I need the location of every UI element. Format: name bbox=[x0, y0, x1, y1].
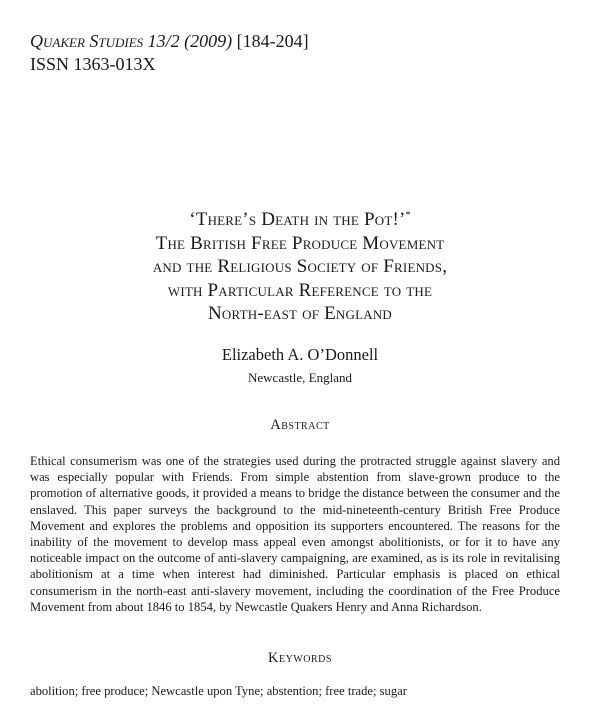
title-line-4: with Particular Reference to the bbox=[167, 279, 433, 301]
title-line-1: ‘There’s Death in the Pot!’* bbox=[189, 209, 411, 230]
journal-volume: 13/2 (2009) bbox=[147, 31, 233, 51]
journal-pages: [184-204] bbox=[236, 31, 309, 51]
title-line-5: North-east of England bbox=[208, 303, 392, 324]
keywords-text: abolition; free produce; Newcastle upon Tyne; abstention; free trade; sugar bbox=[30, 684, 407, 698]
abstract-text: Ethical consumerism was one of the strategies used during the protracted struggle against slavery and was especially popular with Friends. From simple abstention from slave-grown produce to the promotion of alternative goods, it provided a means to bridge the distance between the consumer and the enslaved. This paper surveys the background to the mid-nineteenth-century British Free Produce Movement and explores the problems and opposition its supporters encountered. The reasons for the inability of the movement to develop mass appeal even amongst abolitionists, or for it to have any noticeable impact on the outcome of anti-slavery campaigning, are examined, as is its role in revitalising abolitionism at a time when interest had diminished. Particular emphasis is placed on ethical consumerism in the north-east anti-slavery movement, including the coordination of the Free Produce Movement from about 1846 to 1854, by Newcastle Quakers Henry and Anna Richardson. bbox=[30, 454, 560, 614]
abstract-heading: Abstract bbox=[270, 417, 330, 433]
title-line-3: and the Religious Society of Friends, bbox=[152, 256, 448, 277]
journal-citation bbox=[30, 30, 309, 53]
journal-header bbox=[30, 30, 309, 76]
article-title bbox=[0, 204, 600, 326]
author-name: Elizabeth A. O’Donnell bbox=[221, 345, 379, 364]
journal-issn: ISSN 1363-013X bbox=[30, 54, 156, 74]
journal-name: Quaker Studies bbox=[30, 31, 144, 51]
keywords-heading: Keywords bbox=[268, 650, 332, 666]
title-footnote-marker[interactable]: * bbox=[405, 210, 411, 221]
author-affiliation: Newcastle, England bbox=[248, 370, 352, 385]
title-line-2: The British Free Produce Movement bbox=[155, 232, 445, 254]
